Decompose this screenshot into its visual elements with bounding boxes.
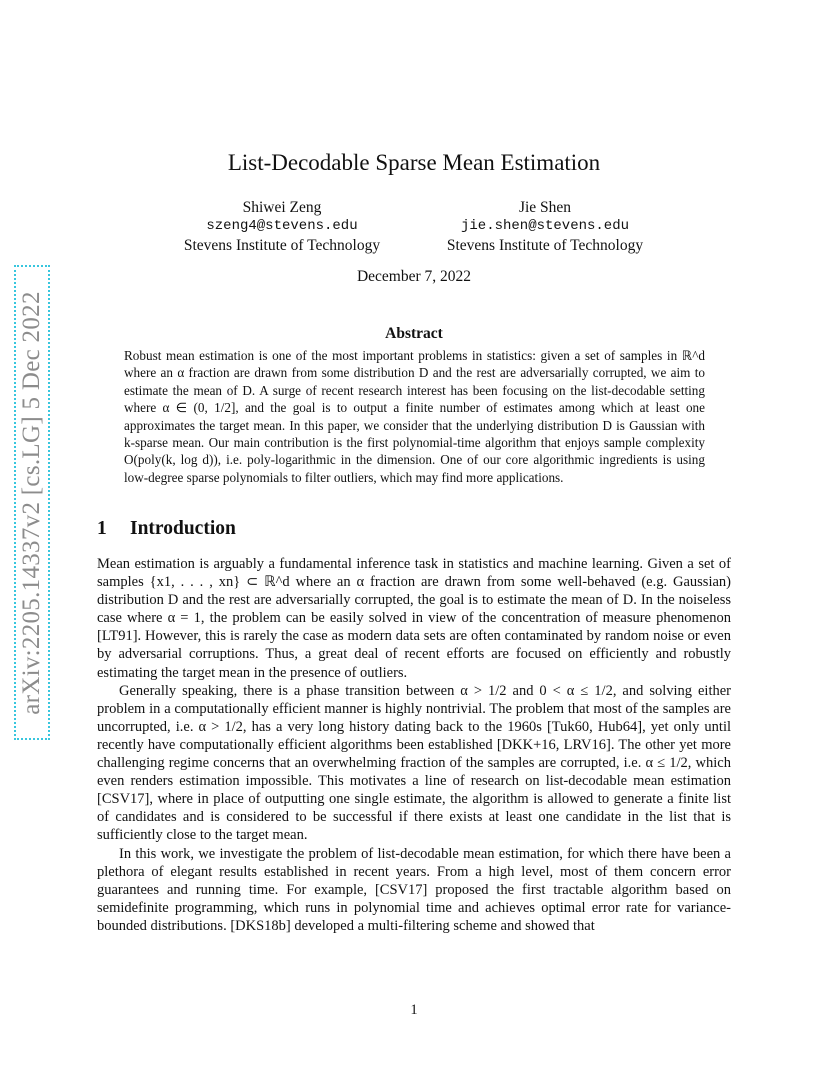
author-name: Jie Shen xyxy=(518,199,572,216)
paragraph: In this work, we investigate the problem of list-decodable mean estimation, for which there have been a plethora of elegant results established in recent years. From a high level, most of them concern error guarantees and running time. For example, [CSV17] proposed the first tractable algorithm based on semidefinite programming, which runs in polynomial time and achieves optimal error rate for variance-bounded distributions. [DKS18b] developed a multi-filtering scheme and showed that xyxy=(97,845,731,934)
paper-title: List-Decodable Sparse Mean Estimation xyxy=(227,150,601,175)
page-number: 1 xyxy=(410,1002,418,1018)
section-title: Introduction xyxy=(130,518,236,539)
author-name: Shiwei Zeng xyxy=(242,199,322,216)
author-affiliation: Stevens Institute of Technology xyxy=(446,237,644,254)
section-number: 1 xyxy=(97,518,107,539)
author-block xyxy=(425,198,665,255)
author-affiliation: Stevens Institute of Technology xyxy=(183,237,381,254)
paragraph: Generally speaking, there is a phase transition between α > 1/2 and 0 < α ≤ 1/2, and solving either problem in a computationally efficient manner is highly nontrivial. The problem that most of the samples are uncorrupted, i.e. α > 1/2, has a very long history dating back to the 1960s [Tuk60, Hub64], yet only until recently have computationally efficient algorithms been established [DKK+16, LRV16]. The other yet more challenging regime concerns that an overwhelming fraction of the samples are corrupted, i.e. α ≤ 1/2, which even renders estimation impossible. This motivates a line of research on list-decodable mean estimation [CSV17], where in place of outputting one single estimate, the algorithm is allowed to generate a finite list of candidates and is considered to be successful if there exists at least one candidate in the list that is sufficiently close to the target mean. xyxy=(97,682,731,844)
paragraph: Mean estimation is arguably a fundamental inference task in statistics and machine learning. Given a set of samples {x1, . . . , xn} ⊂ ℝ^d where an α fraction are drawn from some well-behaved (e.g. Gaussian) distribution D and the rest are adversarially corrupted, the goal is to estimate the mean of D. In the noiseless case where α = 1, the problem can be easily solved in view of the concentration of measure phenomenon [LT91]. However, this is rarely the case as modern data sets are often contaminated by random noise or even by adversarial corruptions. Thus, a great deal of recent efforts are focused on efficiently and robustly estimating the target mean in the presence of outliers. xyxy=(97,556,731,681)
introduction-body xyxy=(97,555,731,935)
abstract-text: Robust mean estimation is one of the most important problems in statistics: given a set of samples in ℝ^d where an α fraction are drawn from some distribution D and the rest are adversarially corrupted, we aim to estimate the mean of D. A surge of recent research interest has been focusing on the list-decodable setting where α ∈ (0, 1/2], and the goal is to output a finite number of estimates among which at least one approximates the target mean. In this paper, we consider that the underlying distribution D is Gaussian with k-sparse mean. Our main contribution is the first polynomial-time algorithm that enjoys sample complexity O(poly(k, log d)), i.e. poly-logarithmic in the dimension. One of our core algorithmic ingredients is using low-degree sparse polynomials to filter outliers, which may find more applications. xyxy=(124,348,705,485)
arxiv-identifier: arXiv:2205.14337v2 [cs.LG] 5 Dec 2022 xyxy=(18,290,45,715)
author-block xyxy=(162,198,402,255)
paper-date: December 7, 2022 xyxy=(356,268,472,285)
author-email: szeng4@stevens.edu xyxy=(206,218,358,234)
abstract-heading: Abstract xyxy=(385,325,443,342)
section-heading xyxy=(97,518,236,540)
author-email: jie.shen@stevens.edu xyxy=(460,218,630,234)
